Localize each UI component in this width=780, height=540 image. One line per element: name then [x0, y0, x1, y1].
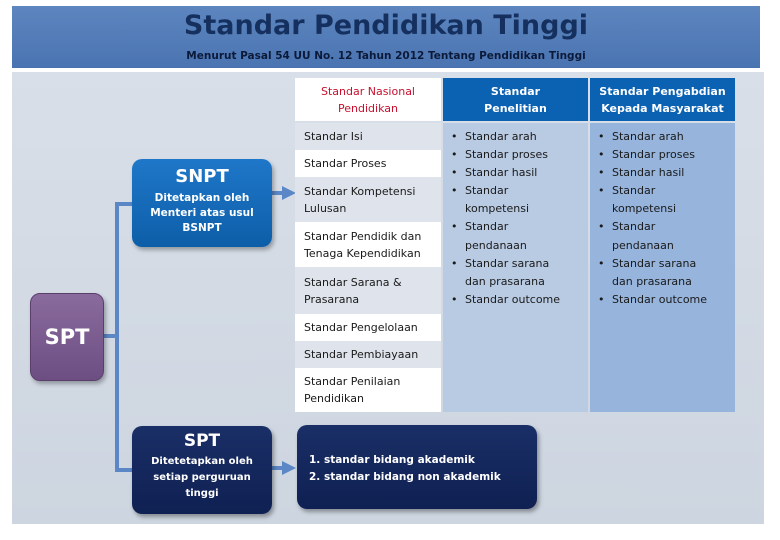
list-item — [451, 146, 583, 164]
header-pengabdian-line: Standar Pengabdian — [599, 84, 726, 98]
snp-row-text: Standar Pembiayaan — [304, 348, 419, 361]
list-item — [598, 164, 730, 182]
table-row — [295, 177, 441, 222]
header-snp — [295, 78, 441, 121]
snp-row-text: Standar Pengelolaan — [304, 321, 418, 334]
title-banner — [12, 6, 760, 68]
table-row — [295, 267, 441, 314]
connector-trunk — [115, 204, 119, 472]
snp-row-text: Pendidikan — [304, 392, 364, 405]
item-text: Standar — [612, 220, 656, 234]
table-row — [295, 341, 441, 368]
snp-row-text: Standar Sarana & — [304, 275, 402, 289]
list-item: 1. standar bidang akademik — [309, 454, 475, 466]
list-item: 2. standar bidang non akademik — [309, 471, 501, 483]
list-item — [598, 291, 730, 309]
spt-root-box — [30, 293, 104, 381]
list-item — [598, 182, 730, 218]
page-title: Standar Pendidikan Tinggi — [183, 10, 589, 41]
list-item — [451, 218, 583, 254]
list-item — [451, 291, 583, 309]
snp-row-text: Tenaga Kependidikan — [304, 246, 421, 260]
spt-title: SPT — [183, 431, 221, 451]
spt-desc-line: tinggi — [185, 488, 219, 499]
connector-root — [102, 334, 117, 338]
snp-row-text: Prasarana — [304, 292, 360, 306]
spt-desc-line: Ditetetapkan oleh — [151, 456, 253, 467]
list-item — [598, 128, 730, 146]
list-item — [598, 255, 730, 291]
snp-row-text: Standar Proses — [304, 157, 387, 170]
header-penelitian — [443, 78, 588, 121]
item-text: Standar outcome — [465, 292, 561, 306]
penelitian-column — [443, 123, 588, 412]
pengabdian-column — [590, 123, 735, 412]
item-text: Standar — [465, 220, 509, 234]
header-pengabdian-line: Kepada Masyarakat — [601, 101, 724, 115]
item-text: dan prasarana — [612, 274, 692, 288]
item-text: Standar — [465, 184, 509, 198]
arrow-to-list — [282, 461, 296, 475]
snpt-desc-line: Ditetapkan oleh — [154, 192, 250, 204]
table-row — [295, 150, 441, 177]
header-snp-line: Standar Nasional — [320, 84, 415, 98]
snp-row-text: Standar Pendidik dan — [304, 229, 422, 243]
snp-row-text: Standar Isi — [304, 130, 363, 143]
list-item — [598, 218, 730, 254]
page-subtitle: Menurut Pasal 54 UU No. 12 Tahun 2012 Tentang Pendidikan Tinggi — [186, 50, 586, 62]
spt-desc-line: setiap perguruan — [153, 472, 251, 483]
header-snp-line: Pendidikan — [338, 101, 398, 115]
list-item — [451, 164, 583, 182]
snpt-box — [132, 159, 272, 247]
table-row — [295, 314, 441, 341]
item-text: Standar arah — [612, 130, 684, 143]
snp-row-text: Standar Kompetensi — [304, 184, 416, 198]
item-text: kompetensi — [465, 202, 530, 216]
list-item — [451, 182, 583, 218]
spt-standards-box — [297, 425, 537, 509]
item-text: Standar — [612, 184, 656, 198]
snp-row-text: Lulusan — [304, 201, 347, 215]
item-text: Standar proses — [612, 148, 695, 162]
item-text: Standar sarana — [465, 256, 550, 270]
snpt-title: SNPT — [175, 166, 229, 187]
header-penelitian-line: Standar — [490, 84, 541, 98]
item-text: dan prasarana — [465, 274, 545, 288]
snpt-desc-line: BSNPT — [182, 222, 222, 234]
item-text: Standar arah — [465, 130, 537, 143]
item-text: Standar hasil — [612, 166, 685, 180]
item-text: Standar sarana — [612, 256, 697, 270]
header-penelitian-line: Penelitian — [484, 101, 547, 115]
table-row — [295, 222, 441, 267]
table-row — [295, 368, 441, 412]
connector-snpt — [115, 202, 132, 206]
arrow-to-table — [282, 186, 296, 200]
table-row — [295, 123, 441, 150]
item-text: Standar hasil — [465, 166, 538, 180]
item-text: Standar outcome — [612, 292, 708, 306]
item-text: Standar proses — [465, 148, 548, 162]
spt-root-label: SPT — [44, 325, 90, 349]
header-pengabdian — [590, 78, 735, 121]
snp-row-text: Standar Penilaian — [304, 375, 401, 388]
item-text: pendanaan — [612, 238, 674, 252]
list-item — [451, 128, 583, 146]
connector-spt — [115, 468, 132, 472]
list-item — [451, 255, 583, 291]
snpt-desc-line: Menteri atas usul — [150, 207, 254, 219]
item-text: pendanaan — [465, 238, 527, 252]
list-item — [598, 146, 730, 164]
spt-box — [132, 426, 272, 514]
item-text: kompetensi — [612, 202, 677, 216]
